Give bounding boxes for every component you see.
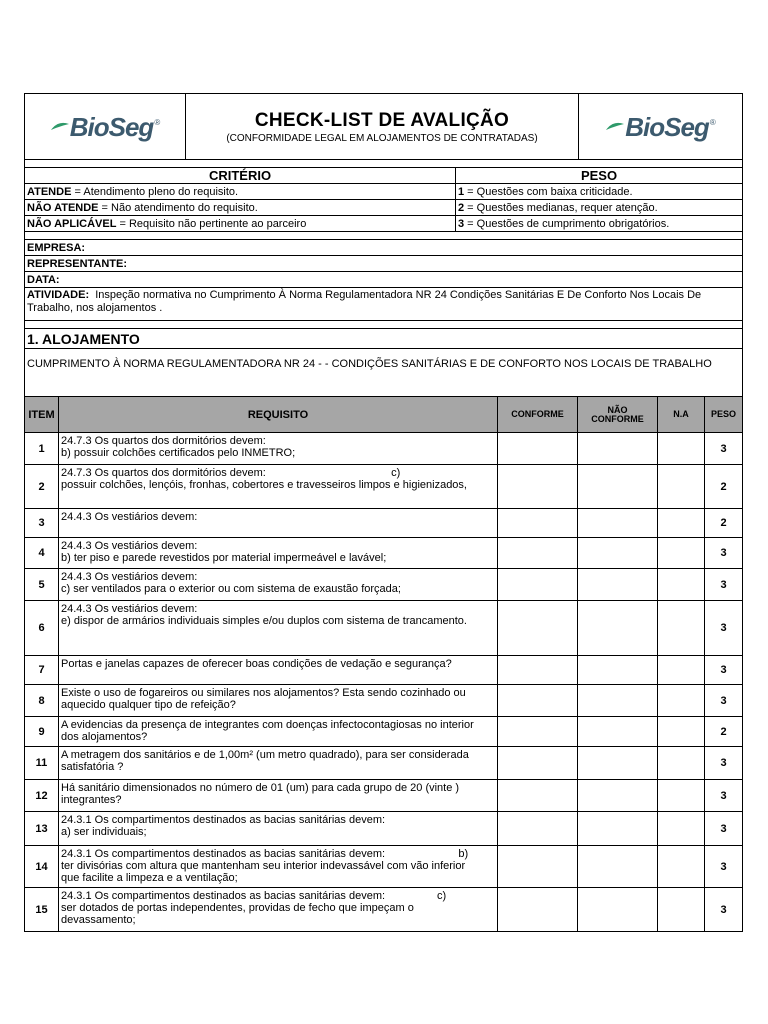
nao-conforme-cell[interactable] <box>578 888 658 931</box>
empresa-label: EMPRESA: <box>27 241 86 254</box>
table-row <box>24 780 743 812</box>
table-row <box>24 538 743 569</box>
criteria-desc: = Atendimento pleno do requisito. <box>71 185 239 198</box>
na-cell[interactable] <box>658 812 705 845</box>
row-requisito: 24.4.3 Os vestiários devem: b) ter piso e parede revestidos por material impermeável e lavável; <box>59 538 498 568</box>
criteria-key: NÃO APLICÁVEL <box>27 217 117 230</box>
col-conforme: CONFORME <box>498 397 578 432</box>
col-requisito: REQUISITO <box>59 397 498 432</box>
row-item: 14 <box>25 846 59 887</box>
row-requisito: 24.7.3 Os quartos dos dormitórios devem: c) possuir colchões, lençóis, fronhas, cobertores e travesseiros limpos e higienizados, <box>59 465 498 508</box>
data-field[interactable] <box>24 272 743 288</box>
row-peso: 3 <box>720 903 727 916</box>
criteria-row <box>24 216 743 232</box>
na-cell[interactable] <box>658 509 705 537</box>
nao-conforme-cell[interactable] <box>578 747 658 779</box>
peso-key: 1 <box>458 185 465 198</box>
row-requisito: 24.4.3 Os vestiários devem: <box>59 509 498 537</box>
peso-desc: = Questões com baixa criticidade. <box>464 185 633 198</box>
checklist-sheet <box>24 93 743 932</box>
criteria-header <box>24 168 743 184</box>
row-peso: 2 <box>720 725 727 738</box>
row-requisito: 24.3.1 Os compartimentos destinados as bacias sanitárias devem: c) ser dotados de portas independentes, providas de fecho que impeçam o devassamento; <box>59 888 498 931</box>
empresa-field[interactable] <box>24 240 743 256</box>
bioseg-logo <box>50 111 161 142</box>
peso-desc: = Questões de cumprimento obrigatórios. <box>464 217 670 230</box>
bioseg-logo <box>605 111 716 142</box>
conforme-cell[interactable] <box>498 888 578 931</box>
row-requisito: 24.4.3 Os vestiários devem: c) ser ventilados para o exterior ou com sistema de exaustão forçada; <box>59 569 498 600</box>
peso-title: PESO <box>580 168 618 183</box>
conforme-cell[interactable] <box>498 465 578 508</box>
row-peso: 2 <box>720 480 727 493</box>
row-item: 7 <box>25 656 59 684</box>
spacer <box>24 160 743 168</box>
row-peso: 3 <box>720 694 727 707</box>
representante-field[interactable] <box>24 256 743 272</box>
criteria-desc: = Não atendimento do requisito. <box>98 201 258 214</box>
row-peso: 3 <box>720 860 727 873</box>
spacer <box>24 321 743 329</box>
row-item: 8 <box>25 685 59 716</box>
row-peso: 2 <box>720 517 727 529</box>
na-cell[interactable] <box>658 747 705 779</box>
atividade-text: Inspeção normativa no Cumprimento À Norma Regulamentadora NR 24 Condições Sanitárias E De Conforto Nos Locais De Trabalho, nos alojamentos . <box>27 289 705 314</box>
norm-row <box>24 349 743 397</box>
table-row <box>24 601 743 656</box>
row-item: 3 <box>25 509 59 537</box>
table-row <box>24 509 743 538</box>
section-title: 1. ALOJAMENTO <box>27 330 140 347</box>
row-item: 4 <box>25 538 59 568</box>
conforme-cell[interactable] <box>498 433 578 464</box>
table-row <box>24 465 743 509</box>
row-requisito: Há sanitário dimensionados no número de 01 (um) para cada grupo de 20 (vinte ) integrantes? <box>59 780 498 811</box>
na-cell[interactable] <box>658 656 705 684</box>
section-header <box>24 329 743 349</box>
nao-conforme-cell[interactable] <box>578 717 658 746</box>
nao-conforme-cell[interactable] <box>578 538 658 568</box>
col-nao-conforme: NÃO CONFORME <box>578 397 658 432</box>
table-row <box>24 717 743 747</box>
logo-right <box>578 94 742 159</box>
data-label: DATA: <box>27 273 60 286</box>
criteria-key: ATENDE <box>27 185 72 198</box>
na-cell[interactable] <box>658 888 705 931</box>
row-requisito: 24.3.1 Os compartimentos destinados as bacias sanitárias devem: b) ter divisórias com altura que mantenham seu interior indevassável com vão inferior que facilite a limpeza e a ventilação; <box>59 846 498 887</box>
atividade-label: ATIVIDADE: <box>27 289 90 301</box>
conforme-cell[interactable] <box>498 509 578 537</box>
table-row <box>24 685 743 717</box>
na-cell[interactable] <box>658 717 705 746</box>
nao-conforme-cell[interactable] <box>578 780 658 811</box>
nao-conforme-cell[interactable] <box>578 433 658 464</box>
representante-label: REPRESENTANTE: <box>27 257 128 270</box>
nao-conforme-cell[interactable] <box>578 465 658 508</box>
row-item: 2 <box>25 465 59 508</box>
conforme-cell[interactable] <box>498 601 578 655</box>
leaf-icon <box>50 122 70 132</box>
table-row <box>24 569 743 601</box>
leaf-icon <box>605 122 625 132</box>
criteria-key: NÃO ATENDE <box>27 201 99 214</box>
row-requisito: 24.3.1 Os compartimentos destinados as bacias sanitárias devem: a) ser individuais; <box>59 812 498 845</box>
nao-conforme-cell[interactable] <box>578 569 658 600</box>
row-requisito: A evidencias da presença de integrantes com doenças infectocontagiosas no interior dos alojamentos? <box>59 717 498 746</box>
page-title: CHECK-LIST DE AVALIÇÃO <box>254 110 510 131</box>
na-cell[interactable] <box>658 538 705 568</box>
row-requisito: A metragem dos sanitários e de 1,00m² (um metro quadrado), para ser considerada satisfatória ? <box>59 747 498 779</box>
row-peso: 3 <box>720 757 727 769</box>
logo-word: BioSeg <box>625 111 709 142</box>
criterio-title: CRITÉRIO <box>25 168 456 183</box>
row-item: 11 <box>25 747 59 779</box>
na-cell[interactable] <box>658 846 705 887</box>
na-cell[interactable] <box>658 780 705 811</box>
nao-conforme-cell[interactable] <box>578 509 658 537</box>
na-cell[interactable] <box>658 601 705 655</box>
conforme-cell[interactable] <box>498 569 578 600</box>
nao-conforme-cell[interactable] <box>578 656 658 684</box>
conforme-cell[interactable] <box>498 812 578 845</box>
atividade-field <box>24 288 743 321</box>
table-row <box>24 747 743 780</box>
row-peso: 3 <box>720 789 727 802</box>
row-peso: 3 <box>720 822 727 835</box>
conforme-cell[interactable] <box>498 538 578 568</box>
row-peso: 3 <box>720 442 727 455</box>
row-peso: 3 <box>720 664 727 676</box>
logo-registered: ® <box>154 117 161 127</box>
row-item: 15 <box>25 888 59 931</box>
col-peso: PESO <box>710 409 736 419</box>
header <box>24 93 743 160</box>
row-requisito: 24.7.3 Os quartos dos dormitórios devem: b) possuir colchões certificados pelo INMETRO; <box>59 433 498 464</box>
spacer <box>24 232 743 240</box>
row-peso: 3 <box>720 578 727 591</box>
table-row <box>24 812 743 846</box>
table-header <box>24 397 743 433</box>
conforme-cell[interactable] <box>498 685 578 716</box>
peso-key: 3 <box>458 217 465 230</box>
conforme-cell[interactable] <box>498 780 578 811</box>
table-row <box>24 846 743 888</box>
row-requisito: 24.4.3 Os vestiários devem: e) dispor de armários individuais simples e/ou duplos com sistema de trancamento. <box>59 601 498 655</box>
nao-conforme-cell[interactable] <box>578 685 658 716</box>
criteria-row <box>24 184 743 200</box>
na-cell[interactable] <box>658 433 705 464</box>
row-item: 9 <box>25 717 59 746</box>
logo-word: BioSeg <box>69 111 154 142</box>
conforme-cell[interactable] <box>498 747 578 779</box>
logo-left <box>25 94 185 159</box>
row-requisito: Existe o uso de fogareiros ou similares nos alojamentos? Esta sendo cozinhado ou aquecido qualquer tipo de refeição? <box>59 685 498 716</box>
na-cell[interactable] <box>658 685 705 716</box>
nao-conforme-cell[interactable] <box>578 601 658 655</box>
row-peso: 3 <box>720 622 727 634</box>
nao-conforme-cell[interactable] <box>578 812 658 845</box>
title-cell <box>185 94 578 159</box>
criteria-desc: = Requisito não pertinente ao parceiro <box>116 217 307 230</box>
row-item: 5 <box>25 569 59 600</box>
conforme-cell[interactable] <box>498 656 578 684</box>
na-cell[interactable] <box>658 465 705 508</box>
row-item: 13 <box>25 812 59 845</box>
logo-registered: ® <box>709 117 716 127</box>
criteria-row <box>24 200 743 216</box>
na-cell[interactable] <box>658 569 705 600</box>
peso-key: 2 <box>458 201 465 214</box>
row-item: 12 <box>25 780 59 811</box>
table-row <box>24 656 743 685</box>
table-row <box>24 433 743 465</box>
conforme-cell[interactable] <box>498 846 578 887</box>
col-item: ITEM <box>25 397 59 432</box>
row-item: 1 <box>25 433 59 464</box>
page-subtitle: (CONFORMIDADE LEGAL EM ALOJAMENTOS DE CONTRATADAS) <box>226 133 538 144</box>
conforme-cell[interactable] <box>498 717 578 746</box>
table-row <box>24 888 743 932</box>
peso-desc: = Questões medianas, requer atenção. <box>464 201 658 214</box>
row-item: 6 <box>25 601 59 655</box>
row-peso: 3 <box>720 547 727 559</box>
row-requisito: Portas e janelas capazes de oferecer boas condições de vedação e segurança? <box>59 656 498 684</box>
col-na: N.A <box>658 397 705 432</box>
nao-conforme-cell[interactable] <box>578 846 658 887</box>
norm-text: CUMPRIMENTO À NORMA REGULAMENTADORA NR 24 - - CONDIÇÕES SANITÁRIAS E DE CONFORTO NOS LOCAIS DE TRABALHO <box>27 358 712 370</box>
